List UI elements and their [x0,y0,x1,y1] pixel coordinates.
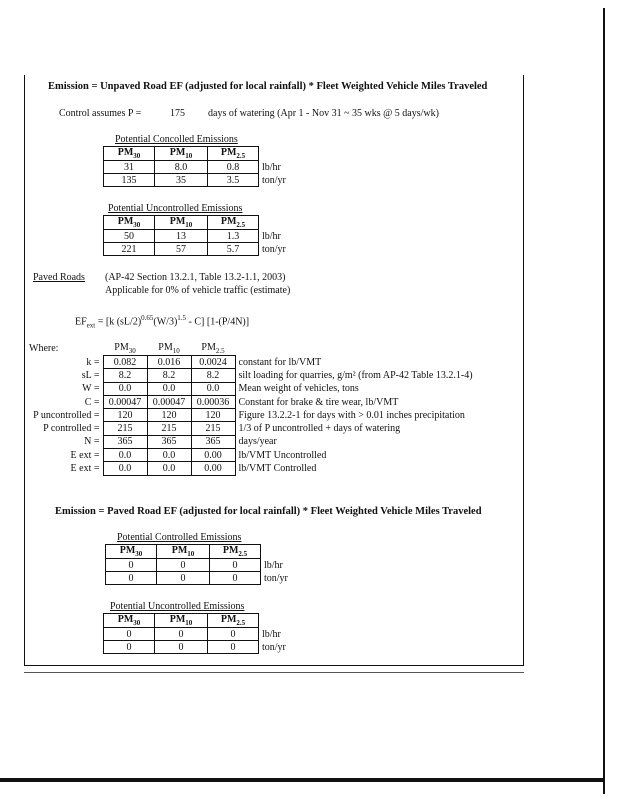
unpaved-uncontrolled-table: $PM_{30}$ $PM_{10}$ $PM_{2.5}$ 50 13 1.3 lb/hr 221 57 5.7 ton/yr [103,215,286,256]
table-row: 0 0 0 lb/hr [104,628,286,641]
table-row: 0 0 0 ton/yr [106,572,288,585]
table-row: E ext = 0.0 0.0 0.00 lb/VMT Uncontrolled [70,449,327,461]
paved-roads-label: Paved Roads [33,272,85,283]
table-row: 50 13 1.3 lb/hr [104,230,286,243]
paved-emission-header: Emission = Paved Road EF (adjusted for local rainfall) * Fleet Weighted Vehicle Miles Traveled [55,506,482,517]
paved-parameter-table: $PM_{30}$ $PM_{10}$ $PM_{2.5}$ k = 0.082 0.016 0.0024 constant for lb/VMT sL = 8.2 8.2 8.2 silt loading for quarries, g/m² (from AP-42 Table 13.2.1-4) W = 0.0 0.0 0.0 Mean weight of vehicles, tons C = 0.00047 0.00047 0.00036 Constant for brake & tire wear, lb/VMT P uncontrolled = 120 120 120 Figure 13.2.2-1 for days with > 0.01 inches precipitation P controlled = 215 215 215 1/3 of P uncontrolled + days of watering N = 365 365 365 days/year E ext = 0.0 0.0 0.00 lb/VMT Uncontrolled E ext = 0.0 0.0 0.00 lb/VMT Controlled [20,342,505,476]
control-note: days of watering (Apr 1 - Nov 31 ~ 35 wks @ 5 days/wk) [208,108,439,119]
control-label: Control assumes P = [59,108,142,119]
control-value: 175 [170,108,185,119]
table-row: N = 365 365 365 days/year [84,436,277,448]
col-pm25: $PM_{2.5}$ [208,147,259,161]
col-pm30: $PM_{30}$ [104,147,155,161]
paved-uncontrolled-table: $PM_{30}$ $PM_{10}$ $PM_{2.5}$ 0 0 0 lb/hr 0 0 0 ton/yr [103,613,286,654]
lower-divider [24,672,524,673]
paved-controlled-title: Potential Controlled Emissions [117,532,242,543]
table-row: k = 0.082 0.016 0.0024 constant for lb/VMT [86,356,322,368]
table-row: 0 0 0 lb/hr [106,559,288,572]
table-row: P controlled = 215 215 215 1/3 of P uncontrolled + days of watering [43,423,401,435]
table-row: 221 57 5.7 ton/yr [104,243,286,256]
table-row: C = 0.00047 0.00047 0.00036 Constant for brake & tire wear, lb/VMT [84,396,399,408]
paved-controlled-table: $PM_{30}$ $PM_{10}$ $PM_{2.5}$ 0 0 0 lb/hr 0 0 0 ton/yr [105,544,288,585]
table-row: 31 8.0 0.8 lb/hr [104,161,286,174]
bottom-border-line [0,778,605,782]
section-box-bottom [24,665,524,666]
col-pm10: $PM_{10}$ [155,147,208,161]
unpaved-emission-header: Emission = Unpaved Road EF (adjusted for local rainfall) * Fleet Weighted Vehicle Miles Traveled [48,81,488,92]
table-row: 0 0 0 ton/yr [104,641,286,654]
paved-applicable: Applicable for 0% of vehicle traffic (estimate) [105,285,291,296]
unpaved-controlled-table [103,146,286,187]
table-row: W = 0.0 0.0 0.0 Mean weight of vehicles, tons [82,383,359,395]
ef-formula: $EF_{ext} = [k$ $(sL/2)^{0.65}(W/3)^{1.5} - C$] [1-(P/4N)] [75,314,250,330]
table-row: 135 35 3.5 ton/yr [104,174,286,187]
table-row: E ext = 0.0 0.0 0.00 lb/VMT Controlled [70,463,317,475]
where-label: Where: [29,343,59,354]
unpaved-uncontrolled-title: Potential Uncontrolled Emissions [108,203,243,214]
paved-uncontrolled-title: Potential Uncontrolled Emissions [110,601,245,612]
table-row: P uncontrolled = 120 120 120 Figure 13.2.2-1 for days with > 0.01 inches precipitation [33,409,465,421]
section-box-right [523,75,524,665]
right-border-line [603,8,605,794]
unpaved-controlled-title: Potential Concolled Emissions [115,134,238,145]
paved-reference: (AP-42 Section 13.2.1, Table 13.2-1.1, 2003) [105,272,286,283]
table-row: sL = 8.2 8.2 8.2 silt loading for quarries, g/m² (from AP-42 Table 13.2.1-4) [81,369,473,381]
